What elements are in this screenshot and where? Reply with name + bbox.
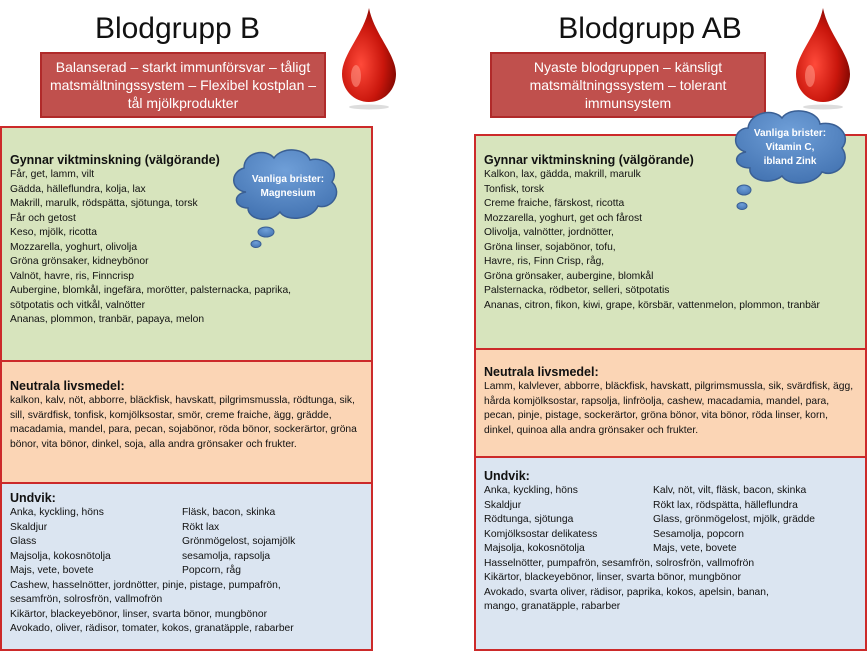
list-item: Komjölksostar delikatess bbox=[484, 528, 598, 540]
list-item: Valnöt, havre, ris, Finncrisp bbox=[10, 270, 134, 282]
list-item: Mozzarella, yoghurt, olivolja bbox=[10, 241, 138, 253]
list-item: sötpotatis och vitkål, valnötter bbox=[10, 299, 146, 311]
list-item: Rödtunga, sjötunga bbox=[484, 514, 574, 525]
list-item: Gröna linser, sojabönor, tofu, bbox=[484, 241, 616, 253]
list-item: sesamolja, rapsolja bbox=[182, 550, 271, 562]
list-item: Gröna grönsaker, aubergine, blomkål bbox=[484, 270, 654, 282]
list-item: Majs, vete, bovete bbox=[653, 543, 737, 554]
list-item: Majsolja, kokosnötolja bbox=[484, 543, 585, 554]
subtitle-box-b: Balanserad – starkt immunförsvar – tåligt matsmältningssystem – Flexibel kostplan – tål mjölkprodukter bbox=[40, 52, 326, 118]
list-item: Olivolja, valnötter, jordnötter, bbox=[484, 227, 614, 238]
list-item: Får och getost bbox=[10, 212, 76, 224]
list-row bbox=[484, 484, 857, 499]
avoid-two-col-b bbox=[10, 506, 363, 579]
list-item: Majsolja, kokosnötolja bbox=[10, 550, 111, 562]
list-item: Ananas, plommon, tranbär, papaya, melon bbox=[10, 314, 205, 325]
list-item: Tonfisk, torsk bbox=[484, 183, 545, 195]
cloud-text-ab-1: Vanliga brister: bbox=[753, 128, 827, 139]
cloud-callout-ab bbox=[728, 108, 854, 214]
list-item: Skaldjur bbox=[10, 521, 48, 533]
avoid-section-ab bbox=[476, 458, 865, 649]
neutral-text-b: kalkon, kalv, nöt, abborre, bläckfisk, havskatt, pilgrimsmussla, rödtunga, sik, sill, svärdfisk, tonfisk, komjölksostar, smör, creme fraiche, ägg, grädde, macadamia, mandel, para, pecan, sojabönor, röda bönor, sockerärtor, gröna bönor, vita bönor, dinkel, soja, alla andra grönsaker och frukter. bbox=[10, 395, 357, 450]
blood-drop-icon bbox=[792, 6, 854, 110]
subtitle-box-ab: Nyaste blodgruppen – känsligt matsmältningssystem – tolerant immunsystem bbox=[490, 52, 766, 118]
cloud-callout-b bbox=[226, 144, 346, 250]
neutral-heading-ab: Neutrala livsmedel: bbox=[484, 365, 599, 379]
list-item: Får, get, lamm, vilt bbox=[10, 169, 95, 180]
avoid-two-col-ab bbox=[484, 484, 857, 557]
list-item: Kikärtor, blackeyebönor, linser, svarta bönor, mungbönor bbox=[484, 572, 741, 583]
list-item: Rökt lax bbox=[182, 521, 220, 533]
list-item: Popcorn, råg bbox=[182, 565, 241, 576]
list-row bbox=[10, 506, 363, 521]
list-item: Kalv, nöt, vilt, fläsk, bacon, skinka bbox=[653, 485, 807, 496]
list-item: Avokado, oliver, rädisor, tomater, kokos, granatäpple, rabarber bbox=[10, 623, 294, 634]
list-item: Creme fraiche, färskost, ricotta bbox=[484, 198, 625, 209]
list-item: Makrill, marulk, rödspätta, sjötunga, torsk bbox=[10, 198, 198, 209]
cloud-text-ab-3: ibland Zink bbox=[763, 156, 817, 167]
list-item: Mozzarella, yoghurt, get och fårost bbox=[484, 212, 642, 224]
list-row bbox=[10, 521, 363, 536]
list-item: Sesamolja, popcorn bbox=[653, 528, 745, 540]
list-row bbox=[484, 499, 857, 514]
blood-drop-icon bbox=[338, 6, 400, 110]
avoid-section-b bbox=[2, 484, 371, 649]
list-row bbox=[484, 513, 857, 528]
list-item: Cashew, hasselnötter, jordnötter, pinje, pistage, pumpafrön, bbox=[10, 579, 281, 591]
list-item: Rökt lax, rödspätta, hälleflundra bbox=[653, 499, 798, 511]
list-item: mango, granatäpple, rabarber bbox=[484, 601, 621, 612]
list-item: Kikärtor, blackeyebönor, linser, svarta bönor, mungbönor bbox=[10, 608, 267, 620]
avoid-heading-ab: Undvik: bbox=[484, 469, 530, 483]
neutral-heading-b: Neutrala livsmedel: bbox=[10, 379, 125, 393]
list-item: Glass, grönmögelost, mjölk, grädde bbox=[653, 514, 815, 525]
cloud-text-ab-2: Vitamin C, bbox=[765, 142, 815, 153]
list-item: Aubergine, blomkål, ingefära, morötter, palsternacka, paprika, bbox=[10, 285, 292, 296]
neutral-text-ab: Lamm, kalvlever, abborre, bläckfisk, havskatt, pilgrimsmussla, sik, svärdfisk, ägg, hårda komjölksostar, rapsolja, linfröolja, cashew, macadamia, mandel, para, pecan, pinje, pistage, sockerärtor, gröna bönor, vita bönor, röda linser, korn, dinkel, quinoa alla andra grönsaker och frukter. bbox=[484, 381, 854, 436]
list-item: Anka, kyckling, höns bbox=[484, 485, 578, 496]
list-item: Majs, vete, bovete bbox=[10, 565, 94, 576]
list-item: Gröna grönsaker, kidneybönor bbox=[10, 256, 149, 267]
list-row bbox=[10, 564, 363, 579]
list-row bbox=[484, 528, 857, 543]
list-item: Avokado, svarta oliver, rädisor, paprika, kokos, apelsin, banan, bbox=[484, 586, 769, 598]
list-item: Palsternacka, rödbetor, selleri, sötpotatis bbox=[484, 285, 670, 296]
list-item: Fläsk, bacon, skinka bbox=[182, 507, 276, 518]
beneficial-heading-b: Gynnar viktminskning (välgörande) bbox=[10, 153, 220, 167]
list-item: Kalkon, lax, gädda, makrill, marulk bbox=[484, 169, 641, 180]
list-item: Havre, ris, Finn Crisp, råg, bbox=[484, 256, 605, 267]
list-item: Skaldjur bbox=[484, 499, 522, 511]
beneficial-heading-ab: Gynnar viktminskning (välgörande) bbox=[484, 153, 694, 167]
avoid-list-b bbox=[10, 579, 363, 637]
title-blodgrupp-ab: Blodgrupp AB bbox=[558, 12, 742, 45]
list-item: Gädda, hälleflundra, kolja, lax bbox=[10, 183, 146, 195]
avoid-heading-b: Undvik: bbox=[10, 491, 56, 505]
list-item: Glass bbox=[10, 536, 37, 547]
list-item: Hasselnötter, pumpafrön, sesamfrön, solrosfrön, vallmofrön bbox=[484, 557, 755, 569]
neutral-section-ab bbox=[476, 350, 865, 456]
list-item: Keso, mjölk, ricotta bbox=[10, 227, 97, 238]
cloud-text-b-2: Magnesium bbox=[260, 188, 316, 199]
list-row bbox=[10, 535, 363, 550]
list-item: sesamfrön, solrosfrön, vallmofrön bbox=[10, 594, 163, 605]
list-row bbox=[484, 542, 857, 557]
list-row bbox=[10, 550, 363, 565]
neutral-section-b bbox=[2, 362, 371, 482]
list-item: Grönmögelost, sojamjölk bbox=[182, 536, 296, 547]
list-item: Anka, kyckling, höns bbox=[10, 507, 104, 518]
list-item: Ananas, citron, fikon, kiwi, grape, körsbär, vattenmelon, plommon, tranbär bbox=[484, 299, 820, 311]
cloud-text-b-1: Vanliga brister: bbox=[251, 174, 325, 185]
title-blodgrupp-b: Blodgrupp B bbox=[94, 12, 261, 45]
avoid-list-ab bbox=[484, 557, 857, 615]
